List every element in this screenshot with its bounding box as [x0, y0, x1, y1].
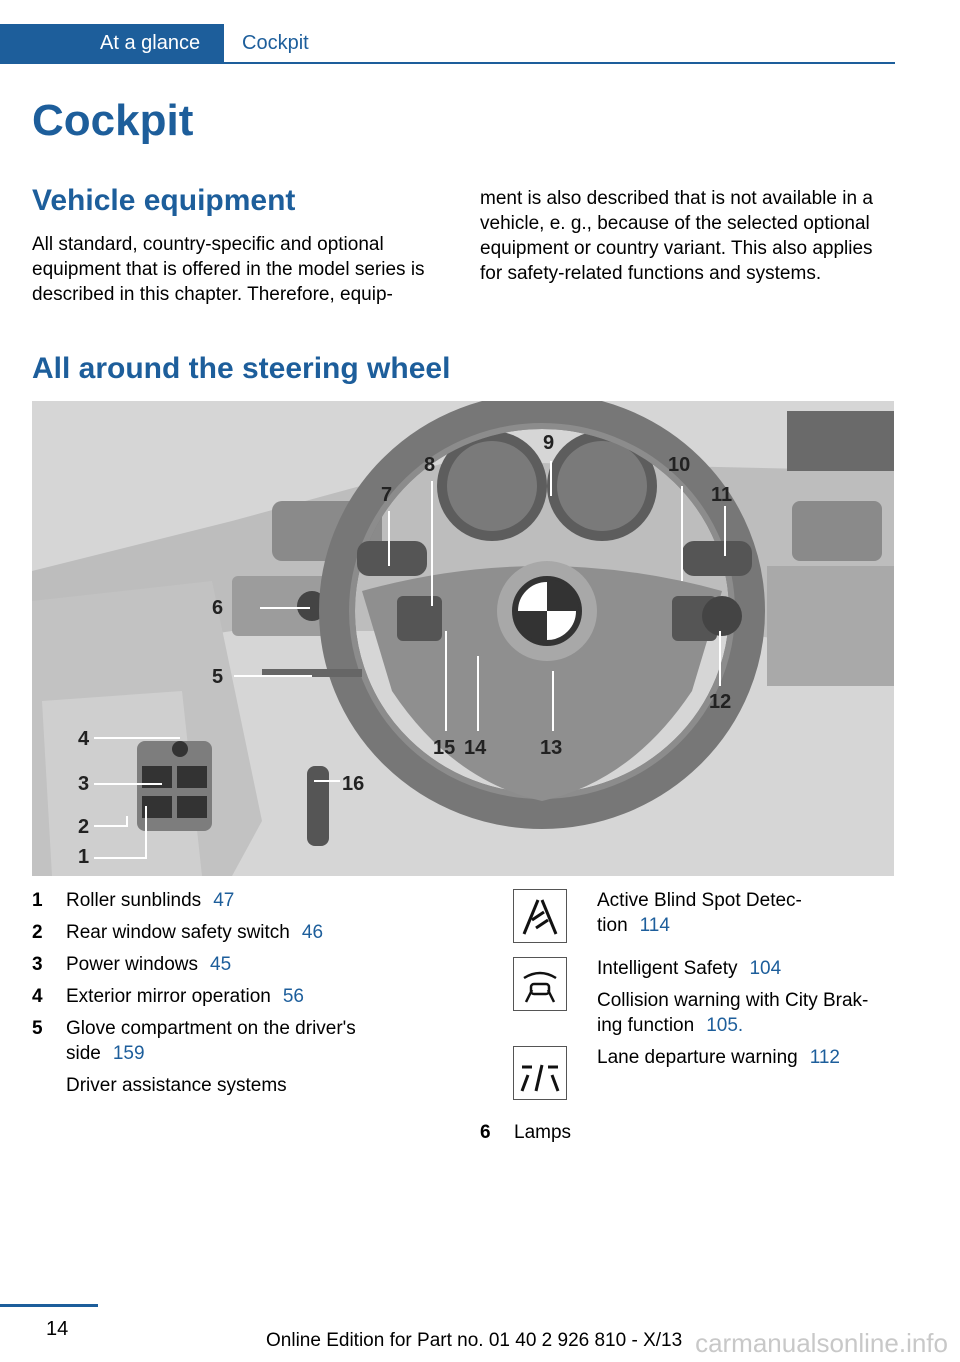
tab-at-a-glance[interactable]: At a glance — [0, 24, 224, 62]
callout-10: 10 — [668, 454, 691, 476]
list-item-6: 6 Lamps — [480, 1122, 572, 1143]
callout-8: 8 — [424, 454, 436, 476]
list-item: 4 Exterior mirror operation 56 — [32, 986, 304, 1007]
intelligent-safety-text: Intelligent Safety 104 Collision warning with City Brak-ing function 105. — [597, 958, 869, 1036]
page-link[interactable]: 104 — [749, 958, 782, 979]
page-link[interactable]: 46 — [301, 922, 324, 943]
callout-16: 16 — [342, 773, 365, 795]
blind-spot-icon — [513, 889, 567, 943]
callout-1: 1 — [78, 846, 90, 868]
list-item: 3 Power windows 45 — [32, 954, 232, 975]
lane-departure-text: Lane departure warning 112 — [597, 1047, 840, 1068]
page-title: Cockpit — [32, 96, 194, 145]
callout-12: 12 — [709, 691, 732, 713]
legend-list-left — [32, 888, 432, 1105]
header-tabs — [0, 24, 895, 64]
tab-cockpit[interactable]: Cockpit — [242, 32, 309, 54]
page-link[interactable]: 112 — [809, 1047, 840, 1068]
callout-6: 6 — [212, 597, 224, 619]
page-link[interactable]: 45 — [210, 954, 232, 975]
collision-warning-icon — [513, 957, 567, 1011]
callout-9: 9 — [543, 432, 555, 454]
watermark: carmanualsonline.info — [695, 1328, 948, 1358]
intro-col1: All standard, country-specific and optional equipment that is offered in the model series is described in this chapter. Therefore, equip- — [32, 234, 425, 305]
callout-5: 5 — [212, 666, 224, 688]
page-link[interactable]: 47 — [213, 890, 235, 911]
callout-2: 2 — [78, 816, 90, 838]
callout-11: 11 — [711, 484, 733, 506]
page-link[interactable]: 159 — [112, 1043, 145, 1064]
section-heading-steering-wheel: All around the steering wheel — [32, 352, 451, 385]
page-link[interactable]: 114 — [639, 915, 670, 936]
page-link[interactable]: 56 — [282, 986, 304, 1007]
list-item: 5 Glove compartment on the driver's side 159 Driver assistance systems — [32, 1016, 432, 1098]
page-link[interactable]: 105. — [706, 1015, 744, 1036]
callout-4: 4 — [78, 728, 90, 750]
callout-7: 7 — [381, 484, 393, 506]
section-heading-vehicle-equipment: Vehicle equipment — [32, 184, 296, 217]
lane-departure-icon — [513, 1046, 567, 1100]
callout-15: 15 — [433, 737, 456, 759]
page-number: 14 — [46, 1318, 69, 1340]
edition-text: Online Edition for Part no. 01 40 2 926 810 - X/13 — [266, 1330, 683, 1351]
list-item: 2 Rear window safety switch 46 — [32, 922, 324, 943]
cockpit-photo — [32, 401, 894, 876]
callout-14: 14 — [464, 737, 487, 759]
subheading-driver-assistance: Driver assistance systems — [66, 1075, 287, 1096]
blind-spot-text: Active Blind Spot Detec-tion 114 — [597, 890, 802, 936]
callout-13: 13 — [540, 737, 563, 759]
list-item: 1 Roller sunblinds 47 — [32, 890, 235, 911]
callout-3: 3 — [78, 773, 90, 795]
intro-col2: ment is also described that is not available in a vehicle, e. g., because of the selected optional equipment or country variant. This also applies for safety-related functions and systems. — [480, 188, 873, 284]
footer-rule — [0, 1304, 98, 1307]
